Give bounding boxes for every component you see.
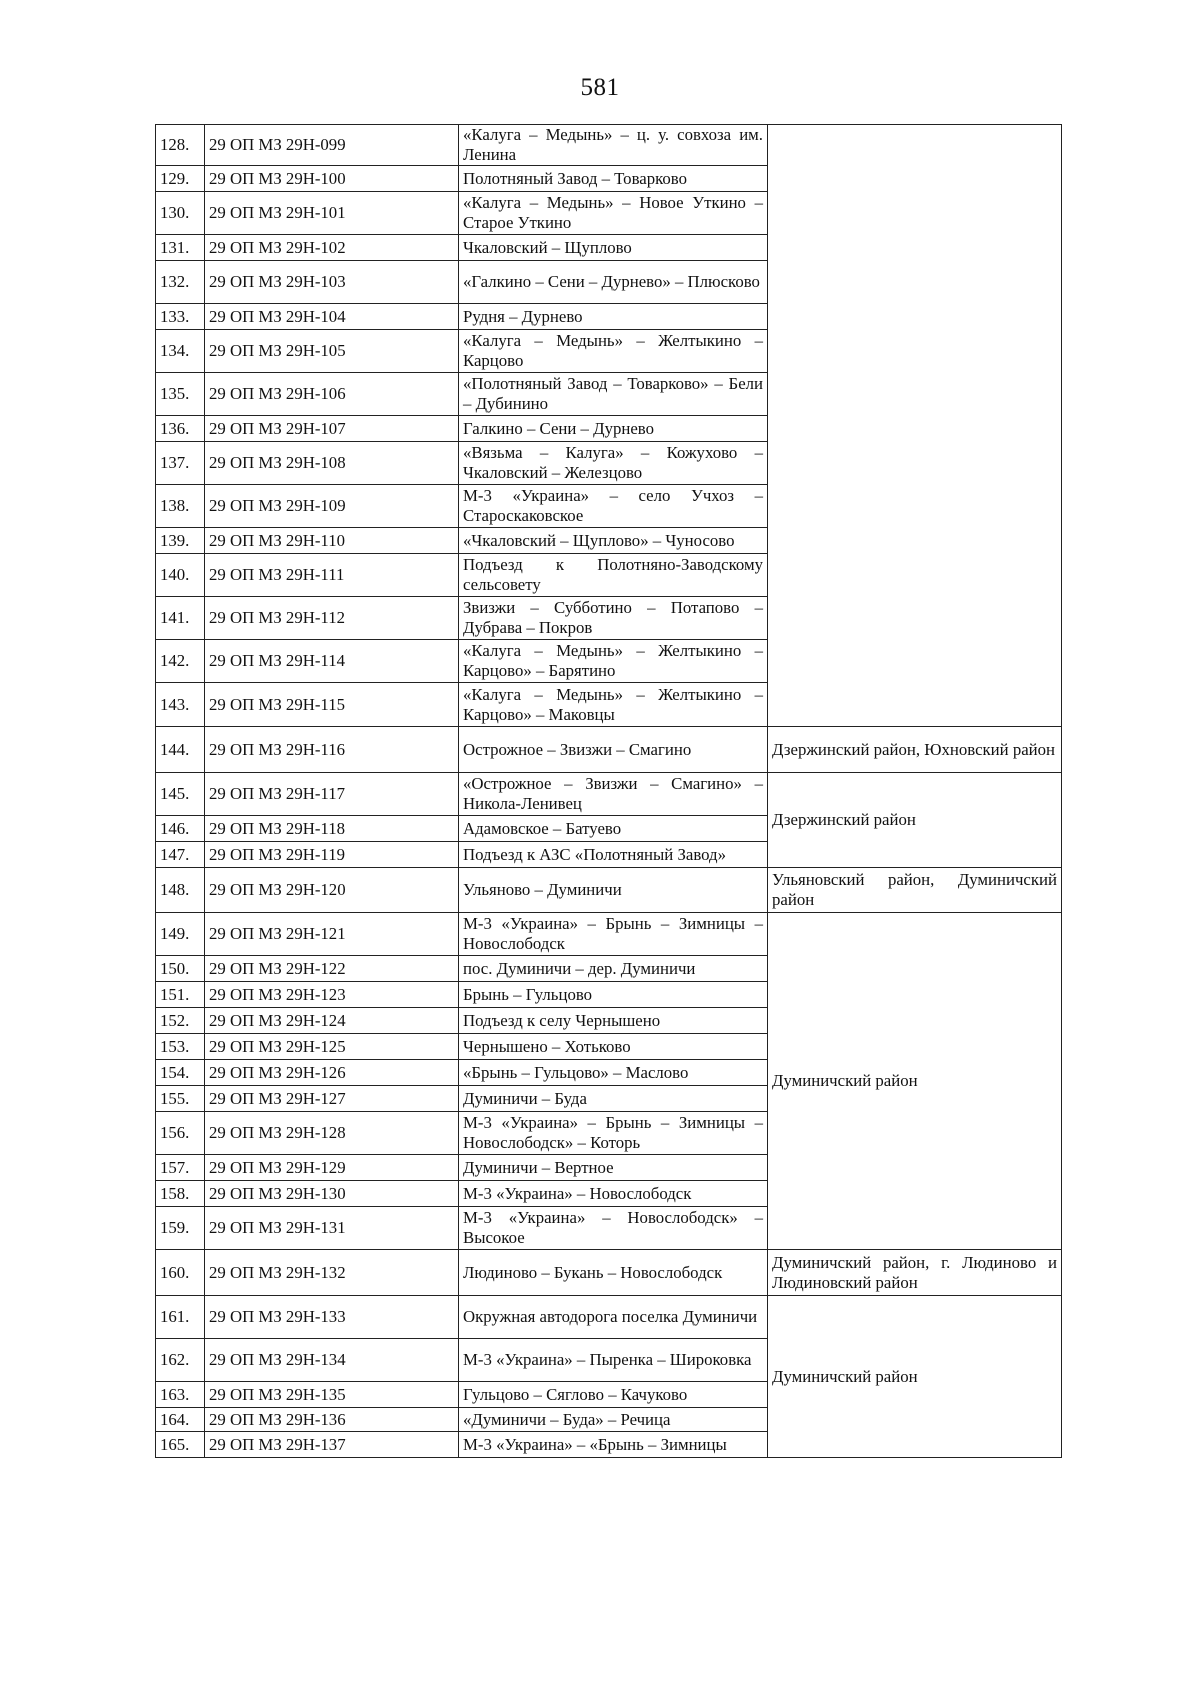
row-number-cell: 135. [156,373,205,416]
district-cell: Думиничский район [768,1296,1062,1458]
road-code-cell: 29 ОП МЗ 29Н-112 [205,597,459,640]
road-code-cell: 29 ОП МЗ 29Н-122 [205,956,459,982]
road-code-cell: 29 ОП МЗ 29Н-127 [205,1086,459,1112]
district-cell [768,125,1062,727]
table-row [156,773,1062,816]
road-code-cell: 29 ОП МЗ 29Н-124 [205,1008,459,1034]
row-number-cell: 134. [156,330,205,373]
row-number-cell: 138. [156,485,205,528]
table-row [156,1250,1062,1296]
road-code-cell: 29 ОП МЗ 29Н-099 [205,125,459,166]
road-code-cell: 29 ОП МЗ 29Н-132 [205,1250,459,1296]
road-name-cell: «Брынь – Гульцово» – Маслово [459,1060,768,1086]
table-row [156,913,1062,956]
road-code-cell: 29 ОП МЗ 29Н-108 [205,442,459,485]
road-code-cell: 29 ОП МЗ 29Н-119 [205,842,459,868]
road-name-cell: «Калуга – Медынь» – Желтыкино – Карцово» – Маковцы [459,683,768,727]
road-name-cell: М-3 «Украина» – Новослободск [459,1181,768,1207]
road-name-cell: Подъезд к АЗС «Полотняный Завод» [459,842,768,868]
road-name-cell: М-3 «Украина» – село Учхоз – Староскаковское [459,485,768,528]
row-number-cell: 162. [156,1339,205,1382]
row-number-cell: 154. [156,1060,205,1086]
table-row [156,1296,1062,1339]
road-code-cell: 29 ОП МЗ 29Н-100 [205,166,459,192]
table-row [156,868,1062,913]
road-code-cell: 29 ОП МЗ 29Н-109 [205,485,459,528]
road-code-cell: 29 ОП МЗ 29Н-102 [205,235,459,261]
row-number-cell: 155. [156,1086,205,1112]
road-code-cell: 29 ОП МЗ 29Н-101 [205,192,459,235]
road-code-cell: 29 ОП МЗ 29Н-121 [205,913,459,956]
road-code-cell: 29 ОП МЗ 29Н-115 [205,683,459,727]
road-code-cell: 29 ОП МЗ 29Н-117 [205,773,459,816]
row-number-cell: 159. [156,1207,205,1250]
road-code-cell: 29 ОП МЗ 29Н-118 [205,816,459,842]
row-number-cell: 165. [156,1432,205,1458]
row-number-cell: 142. [156,640,205,683]
road-name-cell: Брынь – Гульцово [459,982,768,1008]
row-number-cell: 163. [156,1382,205,1408]
row-number-cell: 149. [156,913,205,956]
row-number-cell: 145. [156,773,205,816]
row-number-cell: 156. [156,1112,205,1155]
road-name-cell: Галкино – Сени – Дурнево [459,416,768,442]
row-number-cell: 150. [156,956,205,982]
district-cell: Ульяновский район, Думиничский район [768,868,1062,913]
row-number-cell: 152. [156,1008,205,1034]
road-code-cell: 29 ОП МЗ 29Н-106 [205,373,459,416]
road-code-cell: 29 ОП МЗ 29Н-120 [205,868,459,913]
row-number-cell: 147. [156,842,205,868]
row-number-cell: 161. [156,1296,205,1339]
row-number-cell: 140. [156,554,205,597]
road-code-cell: 29 ОП МЗ 29Н-123 [205,982,459,1008]
road-name-cell: «Вязьма – Калуга» – Кожухово – Чкаловский – Железцово [459,442,768,485]
roads-table [155,124,1062,1458]
road-name-cell: «Калуга – Медынь» – Желтыкино – Карцово» – Барятино [459,640,768,683]
road-name-cell: М-3 «Украина» – Новослободск» – Высокое [459,1207,768,1250]
road-name-cell: «Острожное – Звизжи – Смагино» – Никола-Ленивец [459,773,768,816]
district-cell: Думиничский район, г. Людиново и Людиновский район [768,1250,1062,1296]
row-number-cell: 148. [156,868,205,913]
row-number-cell: 164. [156,1408,205,1432]
district-cell: Дзержинский район [768,773,1062,868]
road-code-cell: 29 ОП МЗ 29Н-107 [205,416,459,442]
row-number-cell: 129. [156,166,205,192]
road-code-cell: 29 ОП МЗ 29Н-126 [205,1060,459,1086]
row-number-cell: 160. [156,1250,205,1296]
district-cell: Думиничский район [768,913,1062,1250]
road-code-cell: 29 ОП МЗ 29Н-110 [205,528,459,554]
road-name-cell: Полотняный Завод – Товарково [459,166,768,192]
row-number-cell: 128. [156,125,205,166]
road-name-cell: «Думиничи – Буда» – Речица [459,1408,768,1432]
row-number-cell: 137. [156,442,205,485]
road-name-cell: Адамовское – Батуево [459,816,768,842]
row-number-cell: 131. [156,235,205,261]
road-name-cell: Гульцово – Сяглово – Качуково [459,1382,768,1408]
row-number-cell: 132. [156,261,205,304]
road-name-cell: М-3 «Украина» – «Брынь – Зимницы [459,1432,768,1458]
row-number-cell: 146. [156,816,205,842]
road-code-cell: 29 ОП МЗ 29Н-129 [205,1155,459,1181]
road-name-cell: Острожное – Звизжи – Смагино [459,727,768,773]
road-code-cell: 29 ОП МЗ 29Н-131 [205,1207,459,1250]
road-name-cell: Людиново – Букань – Новослободск [459,1250,768,1296]
district-cell: Дзержинский район, Юхновский район [768,727,1062,773]
road-name-cell: Окружная автодорога поселка Думиничи [459,1296,768,1339]
road-code-cell: 29 ОП МЗ 29Н-135 [205,1382,459,1408]
row-number-cell: 158. [156,1181,205,1207]
table-row [156,125,1062,166]
road-name-cell: Чкаловский – Щуплово [459,235,768,261]
road-code-cell: 29 ОП МЗ 29Н-137 [205,1432,459,1458]
row-number-cell: 153. [156,1034,205,1060]
road-name-cell: М-3 «Украина» – Брынь – Зимницы – Новослободск» – Которь [459,1112,768,1155]
row-number-cell: 144. [156,727,205,773]
road-name-cell: М-3 «Украина» – Брынь – Зимницы – Новослободск [459,913,768,956]
road-code-cell: 29 ОП МЗ 29Н-116 [205,727,459,773]
road-name-cell: «Калуга – Медынь» – Желтыкино – Карцово [459,330,768,373]
road-name-cell: Ульяново – Думиничи [459,868,768,913]
road-code-cell: 29 ОП МЗ 29Н-114 [205,640,459,683]
road-name-cell: М-3 «Украина» – Пыренка – Широковка [459,1339,768,1382]
road-code-cell: 29 ОП МЗ 29Н-136 [205,1408,459,1432]
road-name-cell: Подъезд к селу Чернышено [459,1008,768,1034]
row-number-cell: 157. [156,1155,205,1181]
row-number-cell: 139. [156,528,205,554]
road-code-cell: 29 ОП МЗ 29Н-105 [205,330,459,373]
road-name-cell: «Чкаловский – Щуплово» – Чуносово [459,528,768,554]
road-code-cell: 29 ОП МЗ 29Н-134 [205,1339,459,1382]
road-name-cell: пос. Думиничи – дер. Думиничи [459,956,768,982]
road-name-cell: Думиничи – Вертное [459,1155,768,1181]
road-name-cell: Думиничи – Буда [459,1086,768,1112]
table-row [156,727,1062,773]
road-name-cell: «Калуга – Медынь» – Новое Уткино – Старое Уткино [459,192,768,235]
road-code-cell: 29 ОП МЗ 29Н-128 [205,1112,459,1155]
road-name-cell: «Полотняный Завод – Товарково» – Бели – Дубинино [459,373,768,416]
road-code-cell: 29 ОП МЗ 29Н-130 [205,1181,459,1207]
row-number-cell: 130. [156,192,205,235]
road-code-cell: 29 ОП МЗ 29Н-125 [205,1034,459,1060]
roads-table-body [156,125,1062,1458]
row-number-cell: 143. [156,683,205,727]
road-name-cell: «Калуга – Медынь» – ц. у. совхоза им. Ленина [459,125,768,166]
road-name-cell: Рудня – Дурнево [459,304,768,330]
road-name-cell: Подъезд к Полотняно-Заводскому сельсовету [459,554,768,597]
road-name-cell: Чернышено – Хотьково [459,1034,768,1060]
row-number-cell: 136. [156,416,205,442]
page-number: 581 [580,74,620,101]
road-code-cell: 29 ОП МЗ 29Н-103 [205,261,459,304]
road-name-cell: Звизжи – Субботино – Потапово – Дубрава – Покров [459,597,768,640]
road-name-cell: «Галкино – Сени – Дурнево» – Плюсково [459,261,768,304]
road-code-cell: 29 ОП МЗ 29Н-104 [205,304,459,330]
road-code-cell: 29 ОП МЗ 29Н-133 [205,1296,459,1339]
row-number-cell: 151. [156,982,205,1008]
row-number-cell: 141. [156,597,205,640]
row-number-cell: 133. [156,304,205,330]
road-code-cell: 29 ОП МЗ 29Н-111 [205,554,459,597]
